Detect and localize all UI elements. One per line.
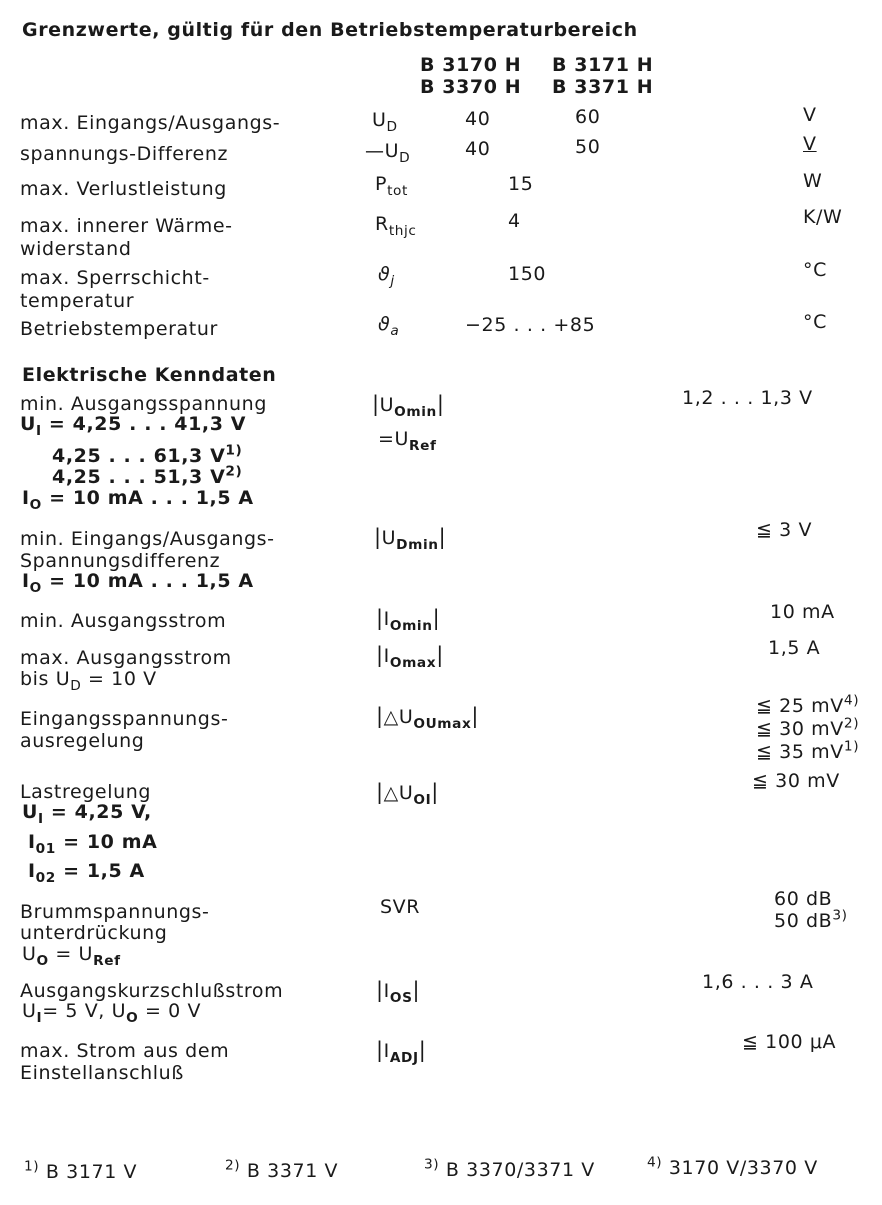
value: 15 (508, 173, 534, 195)
value: −25 . . . +85 (465, 314, 596, 336)
symbol: $|I_{Omax}|$ (376, 643, 444, 671)
symbol: $|I_{OS}|$ (376, 978, 421, 1006)
condition-io: $I_O = 10$ mA . . . 1,5 A (22, 487, 254, 513)
symbol: $|I_{ADJ}|$ (376, 1038, 427, 1066)
row-label: Lastregelung (20, 781, 152, 803)
symbol: $ϑ_a$ (378, 313, 400, 339)
row-label-line1: max. Strom aus dem (20, 1040, 230, 1062)
value-b: 60 (575, 106, 601, 128)
symbol: $U_D$ (372, 109, 398, 135)
type-col-a-row2: B 3370 H (420, 76, 522, 98)
condition-i02: $I_{02} = 1,5$ A (28, 860, 145, 886)
unit: V (803, 133, 817, 155)
row-label: min. Ausgangsstrom (20, 610, 227, 632)
row-label-line1: Eingangsspannungs- (20, 708, 229, 730)
section-title: Elektrische Kenndaten (22, 364, 277, 386)
value-a: 40 (465, 108, 491, 130)
condition-3: 4,25 . . . 51,3 $V^{2)}$ (52, 463, 243, 488)
footnote-4: $^{4)}$ 3170 V/3370 V (647, 1154, 818, 1179)
row-label-line2: temperatur (20, 290, 135, 312)
symbol: $|U_{Dmin}|$ (374, 525, 447, 553)
row-label-line2: Einstellanschluß (20, 1062, 184, 1084)
footnote-1: $^{1)}$ B 3171 V (24, 1158, 138, 1183)
value: ≦ 3 V (756, 519, 813, 541)
symbol-ref: $=U_{Ref}$ (378, 428, 437, 454)
value: 1,2 . . . 1,3 V (682, 387, 813, 409)
row-label: Betriebstemperatur (20, 318, 218, 340)
symbol: $—U_D$ (365, 140, 411, 166)
row-label-line2: ausregelung (20, 730, 145, 752)
row-label: min. Ausgangsspannung (20, 393, 267, 415)
value: 1,5 A (768, 637, 821, 659)
condition-uo: $U_O = U_{Ref}$ (22, 943, 121, 969)
condition-io: $I_O = 10$ mA . . . 1,5 A (22, 570, 254, 596)
condition-ui-uo: $U_I= 5$ V, $U_O = 0$ V (22, 1000, 202, 1026)
row-label-line1: Brummspannungs- (20, 901, 210, 923)
unit: V (803, 104, 817, 126)
row-label: spannungs-Differenz (20, 143, 229, 165)
footnote-2: $^{2)}$ B 3371 V (225, 1157, 339, 1182)
row-label-line1: max. Ausgangsstrom (20, 647, 232, 669)
unit: K/W (803, 206, 843, 228)
value: 4 (508, 210, 521, 232)
row-label-line2: widerstand (20, 238, 132, 260)
symbol: $ϑ_j$ (378, 263, 395, 289)
row-label: Ausgangskurzschlußstrom (20, 980, 284, 1002)
row-label-line2: unterdrückung (20, 922, 168, 944)
value: 150 (508, 263, 547, 285)
value: ≦ 30 mV (752, 770, 840, 792)
type-col-b-row1: B 3171 H (552, 54, 654, 76)
value-2: ≦ 30 $mV^{2)}$ (756, 715, 860, 740)
page-title: Grenzwerte, gültig für den Betriebstemperaturbereich (22, 19, 638, 41)
footnote-3: $^{3)}$ B 3370/3371 V (424, 1156, 595, 1181)
unit: °C (803, 259, 827, 281)
symbol: $|\triangle U_{OUmax}|$ (376, 704, 480, 732)
symbol: SVR (380, 896, 421, 918)
value-1: 60 dB (774, 888, 833, 910)
symbol: $P_{tot}$ (375, 173, 408, 199)
row-label-line1: max. Sperrschicht- (20, 267, 210, 289)
row-label-line2: Spannungsdifferenz (20, 550, 221, 572)
type-col-a-row1: B 3170 H (420, 54, 522, 76)
value-a: 40 (465, 138, 491, 160)
row-label: max. Verlustleistung (20, 178, 227, 200)
symbol: $|U_{Omin}|$ (372, 392, 445, 420)
value-3: ≦ 35 $mV^{1)}$ (756, 738, 860, 763)
row-label: max. Eingangs/Ausgangs- (20, 112, 281, 134)
symbol: $|\triangle U_{OI}|$ (376, 780, 439, 808)
value-b: 50 (575, 136, 601, 158)
symbol: $R_{thjc}$ (375, 213, 417, 239)
value: ≦ 100 μA (742, 1031, 837, 1053)
row-label-line2: bis $U_D = 10$ V (20, 668, 157, 694)
type-col-b-row2: B 3371 H (552, 76, 654, 98)
value: 1,6 . . . 3 A (702, 971, 814, 993)
condition-ui: $U_I = 4,25$ . . . 41,3 V (20, 413, 247, 439)
value-1: ≦ 25 $mV^{4)}$ (756, 692, 860, 717)
value-2: 50 $dB^{3)}$ (774, 907, 848, 932)
condition-2: 4,25 . . . 61,3 $V^{1)}$ (52, 442, 243, 467)
condition-ui: $U_I = 4,25$ V, (22, 801, 152, 827)
row-label-line1: min. Eingangs/Ausgangs- (20, 528, 275, 550)
unit: °C (803, 311, 827, 333)
condition-i01: $I_{01} = 10$ mA (28, 831, 158, 857)
unit: W (803, 170, 823, 192)
value: 10 mA (770, 601, 835, 623)
symbol: $|I_{Omin}|$ (376, 606, 441, 634)
row-label-line1: max. innerer Wärme- (20, 215, 233, 237)
